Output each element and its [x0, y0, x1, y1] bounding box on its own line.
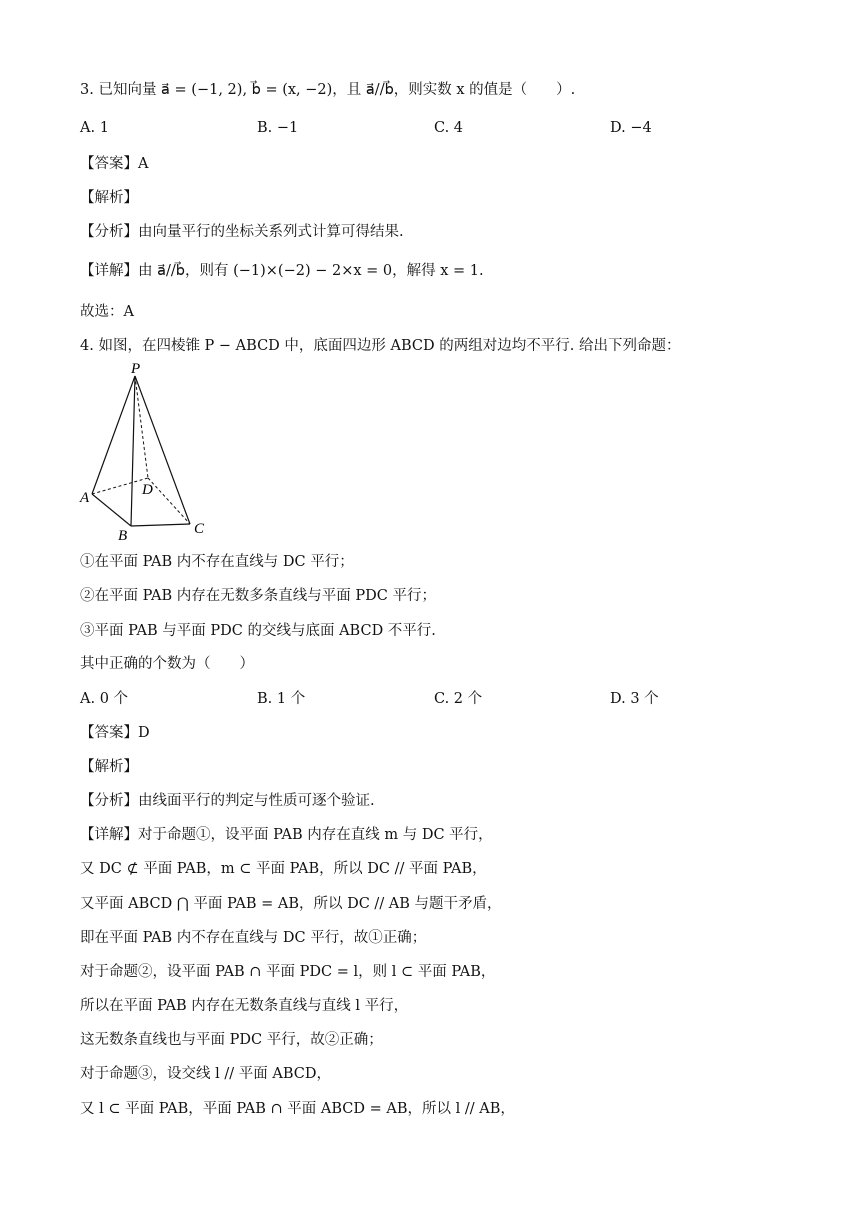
q4-question: 其中正确的个数为（ ）: [80, 656, 254, 672]
q4-option-c: C. 2 个: [434, 691, 483, 707]
pyramid-figure: [76, 360, 216, 545]
q4-proposition-1: ①在平面 PAB 内不存在直线与 DC 平行；: [80, 554, 354, 570]
label-c: C: [194, 521, 205, 537]
q4-fenxi: 【分析】由线面平行的判定与性质可逐个验证.: [80, 793, 375, 809]
label-a: A: [80, 490, 90, 506]
edge-pa: [92, 376, 135, 494]
q4-detail-line: 又平面 ABCD ⋂ 平面 PAB = AB，所以 DC // AB 与题干矛盾，: [80, 896, 502, 912]
edge-pd: [135, 376, 148, 478]
q3-option-a: A. 1: [80, 120, 109, 136]
q4-option-a: A. 0 个: [80, 691, 129, 707]
q3-conclusion: 故选：A: [80, 304, 134, 320]
label-d: D: [142, 482, 153, 498]
q4-detail-line: 这无数条直线也与平面 PDC 平行，故②正确；: [80, 1032, 383, 1048]
edge-pc: [135, 376, 190, 524]
edge-ab: [92, 494, 131, 526]
q3-answer: 【答案】A: [80, 156, 149, 172]
q4-stem: 4. 如图，在四棱锥 P − ABCD 中，底面四边形 ABCD 的两组对边均不平行. 给出下列命题：: [80, 338, 681, 354]
q4-proposition-3: ③平面 PAB 与平面 PDC 的交线与底面 ABCD 不平行.: [80, 623, 436, 639]
q3-analysis-title: 【解析】: [80, 190, 138, 206]
label-p: P: [131, 361, 141, 377]
q4-option-b: B. 1 个: [257, 691, 306, 707]
q4-detail-line: 对于命题②，设平面 PAB ∩ 平面 PDC = l，则 l ⊂ 平面 PAB，: [80, 964, 496, 980]
q3-stem: 3. 已知向量 a⃗ = (−1, 2), b⃗ = (x, −2)，且 a⃗//b⃗，则实数 x 的值是（ ）.: [80, 82, 576, 98]
q3-option-c: C. 4: [434, 120, 464, 136]
edge-ad: [92, 478, 148, 494]
q4-analysis-title: 【解析】: [80, 759, 138, 775]
q4-option-d: D. 3 个: [610, 691, 659, 707]
edge-dc: [148, 478, 190, 524]
q4-detail-line: 对于命题③，设交线 l // 平面 ABCD，: [80, 1066, 331, 1082]
q3-option-b: B. −1: [257, 120, 299, 136]
q4-detail-line: 又 l ⊂ 平面 PAB，平面 PAB ∩ 平面 ABCD = AB，所以 l // AB，: [80, 1101, 515, 1117]
label-b: B: [118, 528, 128, 544]
q4-answer: 【答案】D: [80, 725, 150, 741]
q3-xiangjie: 【详解】由 a⃗//b⃗，则有 (−1)×(−2) − 2×x = 0，解得 x = 1.: [80, 263, 484, 279]
edge-bc: [131, 524, 190, 526]
q4-proposition-2: ②在平面 PAB 内存在无数多条直线与平面 PDC 平行；: [80, 588, 436, 604]
q4-detail-line: 【详解】对于命题①，设平面 PAB 内存在直线 m 与 DC 平行，: [80, 827, 493, 843]
q4-detail-line: 即在平面 PAB 内不存在直线与 DC 平行，故①正确；: [80, 930, 427, 946]
q3-fenxi: 【分析】由向量平行的坐标关系列式计算可得结果.: [80, 224, 404, 240]
q4-detail-line: 所以在平面 PAB 内存在无数条直线与直线 l 平行，: [80, 998, 409, 1014]
q4-detail-line: 又 DC ⊄ 平面 PAB，m ⊂ 平面 PAB，所以 DC // 平面 PAB，: [80, 861, 487, 877]
edge-pb: [131, 376, 135, 526]
q3-option-d: D. −4: [610, 120, 652, 136]
